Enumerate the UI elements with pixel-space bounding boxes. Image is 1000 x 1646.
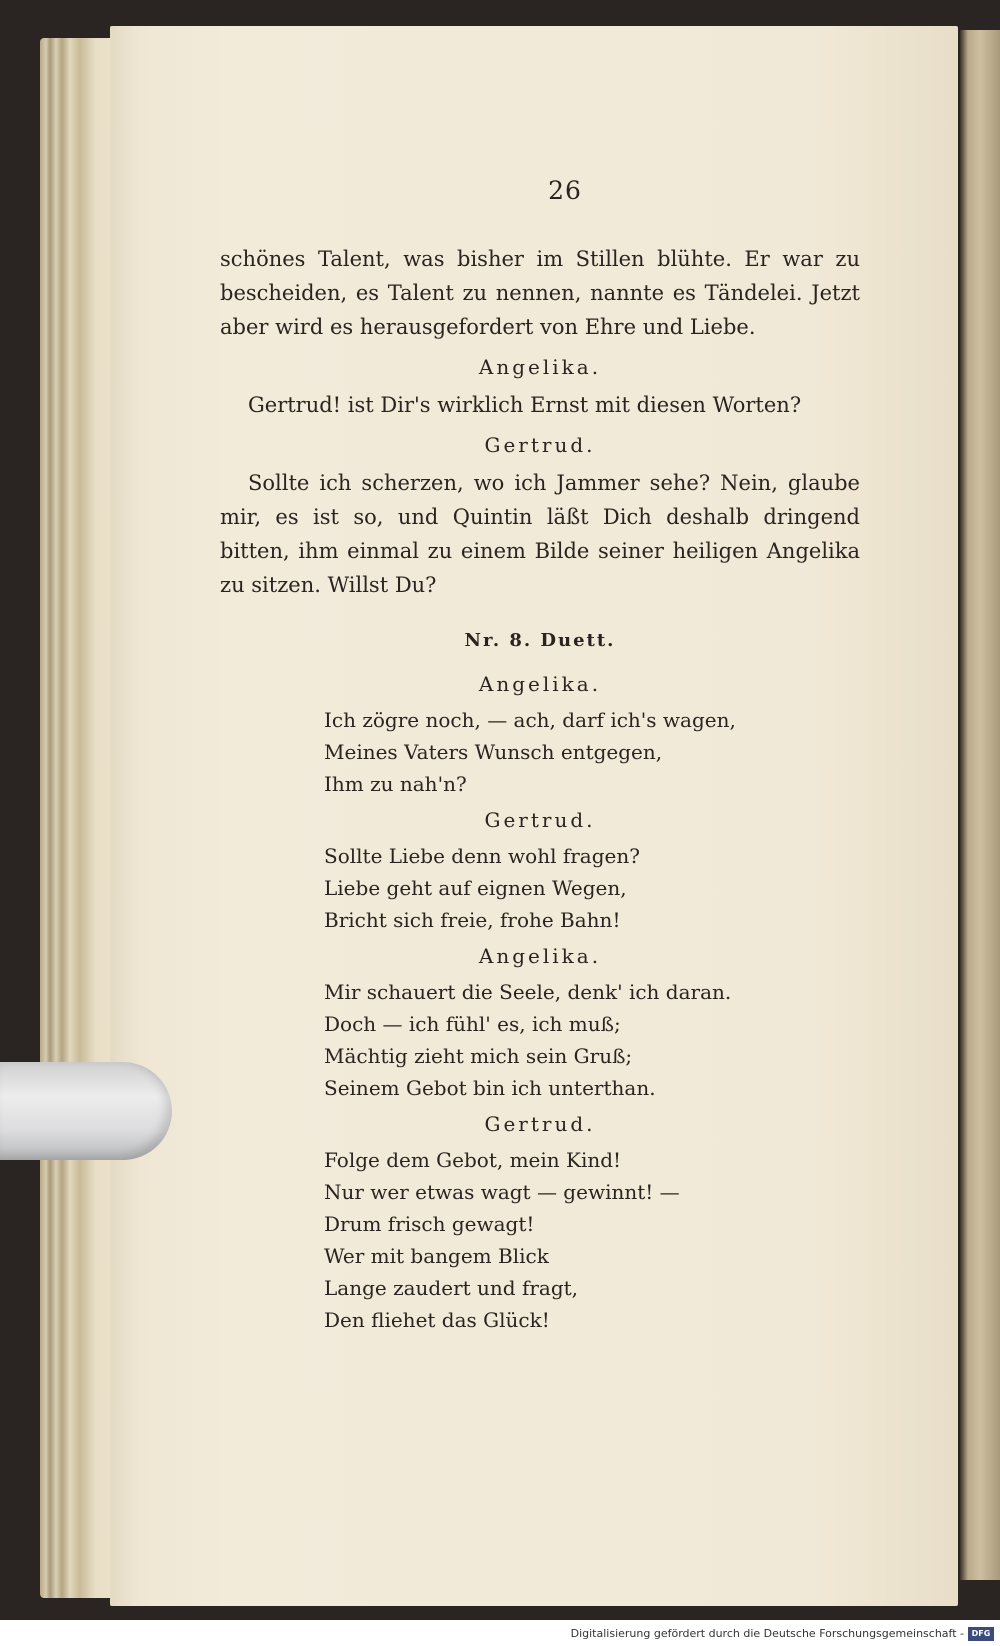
verse-line: Meines Vaters Wunsch entgegen, xyxy=(324,740,663,764)
speaker-label: Angelika. xyxy=(478,944,602,968)
funding-credit: Digitalisierung gefördert durch die Deutsche Forschungsgemeinschaft - xyxy=(570,1627,964,1640)
dfg-logo: DFG xyxy=(968,1627,994,1641)
verse-line: Liebe geht auf eignen Wegen, xyxy=(324,876,627,900)
facing-page-edge xyxy=(960,30,1000,1580)
dialogue-line: Sollte ich scherzen, wo ich Jammer sehe? Nein, glaube mir, es ist so, und Quintin läßt Dich deshalb dringend bitten, ihm einmal zu einem Bilde seiner heiligen Angelika zu sitzen. Willst Du? xyxy=(220,471,860,597)
verse-stanza xyxy=(324,704,860,800)
page-text xyxy=(220,242,860,1336)
scanner-thumb-clamp xyxy=(0,1062,172,1160)
verse-stanza xyxy=(324,840,860,936)
speaker-label: Gertrud. xyxy=(484,1112,596,1136)
page-number: 26 xyxy=(548,176,582,205)
verse-line: Den fliehet das Glück! xyxy=(324,1308,550,1332)
speaker-label: Angelika. xyxy=(478,355,602,379)
duet-block xyxy=(220,668,860,1336)
verse-line: Wer mit bangem Blick xyxy=(324,1244,549,1268)
prose-paragraph: schönes Talent, was bisher im Stillen blühte. Er war zu bescheiden, es Talent zu nennen, nannte es Tändelei. Jetzt aber wird es herausgefordert von Ehre und Liebe. xyxy=(220,247,860,339)
speaker-label: Gertrud. xyxy=(484,433,596,457)
verse-line: Doch — ich fühl' es, ich muß; xyxy=(324,1012,621,1036)
verse-line: Mir schauert die Seele, denk' ich daran. xyxy=(324,980,732,1004)
verse-stanza xyxy=(324,1144,860,1336)
number-heading: Nr. 8. Duett. xyxy=(464,630,616,651)
verse-line: Drum frisch gewagt! xyxy=(324,1212,535,1236)
dialogue-line: Gertrud! ist Dir's wirklich Ernst mit diesen Worten? xyxy=(248,393,802,417)
verse-stanza xyxy=(324,976,860,1104)
verse-line: Sollte Liebe denn wohl fragen? xyxy=(324,844,640,868)
verse-line: Folge dem Gebot, mein Kind! xyxy=(324,1148,622,1172)
verse-line: Nur wer etwas wagt — gewinnt! — xyxy=(324,1180,680,1204)
verse-line: Mächtig zieht mich sein Gruß; xyxy=(324,1044,633,1068)
book-page-edges xyxy=(40,38,120,1598)
speaker-label: Angelika. xyxy=(478,672,602,696)
verse-line: Ich zögre noch, — ach, darf ich's wagen, xyxy=(324,708,736,732)
verse-line: Seinem Gebot bin ich unterthan. xyxy=(324,1076,656,1100)
verse-line: Bricht sich freie, frohe Bahn! xyxy=(324,908,621,932)
speaker-label: Gertrud. xyxy=(484,808,596,832)
verse-line: Ihm zu nah'n? xyxy=(324,772,467,796)
footer-bar xyxy=(0,1624,1000,1646)
verse-line: Lange zaudert und fragt, xyxy=(324,1276,579,1300)
